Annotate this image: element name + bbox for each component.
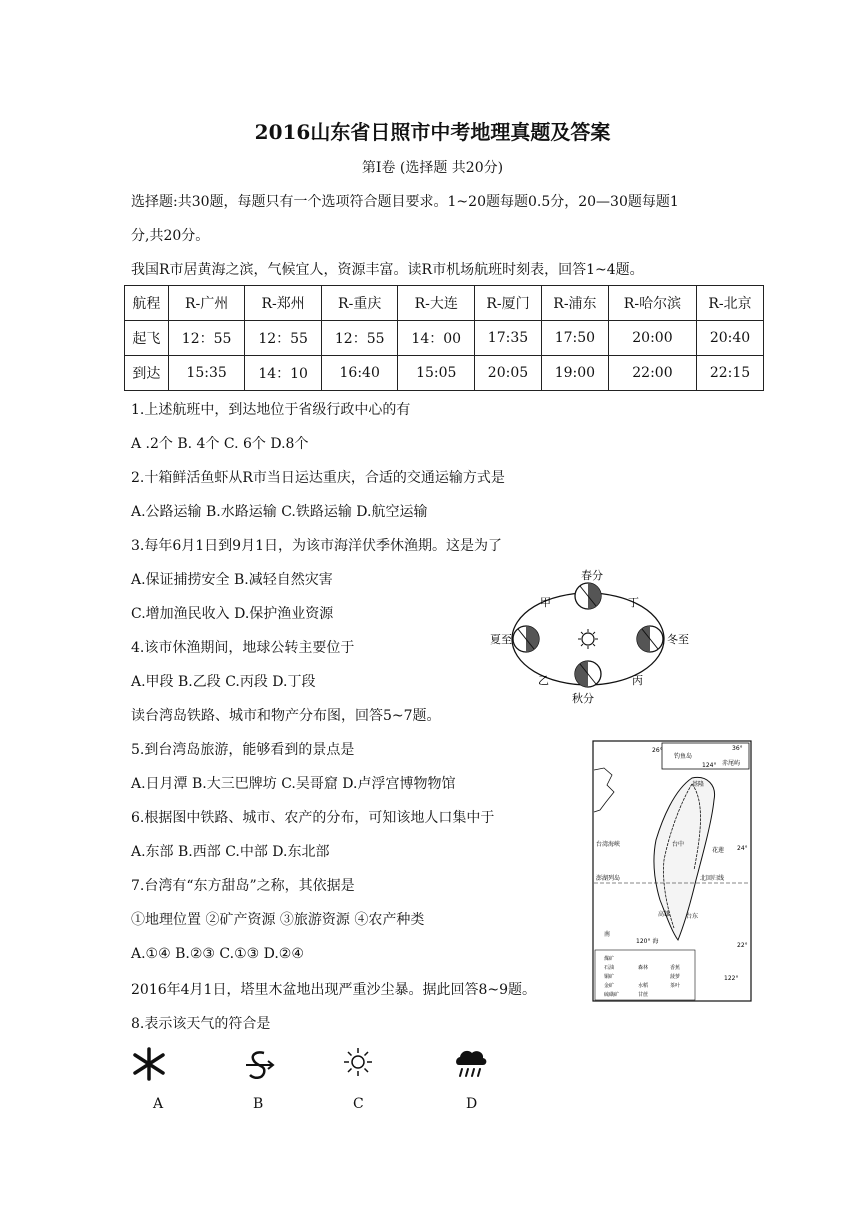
table-cell: 22:00 — [608, 356, 696, 391]
legend-item: 甘蔗 — [638, 992, 649, 998]
legend-item: 铜矿 — [604, 974, 615, 980]
table-cell: 12：55 — [321, 321, 398, 356]
table-cell: 22:15 — [696, 356, 763, 391]
option-label-a: A — [153, 1096, 164, 1112]
legend-item: 硫磺矿 — [604, 992, 620, 998]
label-kaohsiung: 高雄 — [658, 911, 671, 918]
label-jia: 甲 — [540, 596, 551, 609]
option-label-c: C — [353, 1096, 364, 1112]
question-7-statements: ①地理位置 ②矿产资源 ③旅游资源 ④农产种类 — [131, 912, 425, 928]
question-8: 8.表示该天气的符合是 — [131, 1016, 271, 1032]
legend-item: 菠萝 — [670, 974, 681, 980]
question-3-options-ab: A.保证捕捞安全 B.减轻自然灾害 — [131, 572, 333, 588]
table-cell: 12：55 — [245, 321, 322, 356]
label-tropic: 北回归线 — [700, 875, 725, 882]
table-cell: R-大连 — [398, 286, 475, 321]
taiwan-map — [592, 740, 752, 1002]
table-cell: 17:50 — [541, 321, 608, 356]
label-lon-124: 124° — [702, 762, 717, 769]
question-3-options-cd: C.增加渔民收入 D.保护渔业资源 — [131, 606, 334, 622]
label-lat-24: 24° — [737, 845, 748, 852]
label-penghu: 澎湖列岛 — [596, 875, 621, 882]
table-cell: R-广州 — [168, 286, 245, 321]
earth-winter-icon — [637, 626, 663, 652]
label-chiwei: 赤尾屿 — [722, 760, 741, 767]
label-south: 南 — [604, 931, 611, 938]
label-autumn: 秋分 — [572, 692, 594, 705]
label-spring: 春分 — [581, 569, 603, 582]
table-cell: 16:40 — [321, 356, 398, 391]
sunny-weather-icon — [341, 1045, 375, 1079]
table-cell: 到达 — [125, 356, 169, 391]
label-diaoyu: 钓鱼岛 — [674, 753, 693, 760]
label-lon-36: 36° — [732, 745, 743, 752]
label-taitung: 台东 — [686, 913, 699, 920]
table-cell: 20:00 — [608, 321, 696, 356]
question-6-options: A.东部 B.西部 C.中部 D.东北部 — [131, 844, 330, 860]
label-winter: 冬至 — [667, 633, 689, 646]
table-cell: 17:35 — [475, 321, 542, 356]
sandstorm-weather-icon — [242, 1045, 276, 1083]
label-keelung: 基隆 — [692, 781, 705, 788]
table-cell: R-重庆 — [321, 286, 398, 321]
label-lat-22: 22° — [737, 942, 748, 949]
legend-item: 石油 — [604, 965, 615, 971]
question-3: 3.每年6月1日到9月1日，为该市海洋伏季休渔期。这是为了 — [131, 538, 502, 554]
table-cell: 20:05 — [475, 356, 542, 391]
table-cell: R-郑州 — [245, 286, 322, 321]
label-hualien: 花莲 — [712, 847, 725, 854]
instruction-line-2: 分,共20分。 — [131, 228, 210, 244]
earth-autumn-icon — [575, 661, 601, 687]
label-lon-26: 26° — [652, 747, 663, 754]
question-7: 7.台湾有“东方甜岛”之称，其依据是 — [131, 878, 355, 894]
question-6: 6.根据图中铁路、城市、农产的分布，可知该地人口集中于 — [131, 810, 495, 826]
legend-item: 香蕉 — [670, 965, 681, 971]
legend-item: 金矿 — [604, 983, 615, 989]
passage-intro: 我国R市居黄海之滨，气候宜人，资源丰富。读R市机场航班时刻表，回答1~4题。 — [131, 262, 644, 278]
question-5-options: A.日月潭 B.大三巴牌坊 C.吴哥窟 D.卢浮宫博物物馆 — [131, 776, 456, 792]
label-summer: 夏至 — [490, 633, 512, 646]
table-row — [125, 321, 764, 356]
question-4: 4.该市休渔期间，地球公转主要位于 — [131, 640, 355, 656]
legend-item: 茶叶 — [670, 983, 681, 989]
taiwan-passage-intro: 读台湾岛铁路、城市和物产分布图，回答5~7题。 — [131, 708, 441, 724]
page-title: 2016山东省日照市中考地理真题及答案 — [254, 120, 611, 144]
table-cell: 20:40 — [696, 321, 763, 356]
option-label-b: B — [253, 1096, 264, 1112]
table-row — [125, 356, 764, 391]
instruction-line-1: 选择题:共30题，每题只有一个选项符合题目要求。1~20题每题0.5分，20—30题每题1 — [131, 194, 679, 210]
snowflake-weather-icon — [130, 1045, 168, 1083]
question-5: 5.到台湾岛旅游，能够看到的景点是 — [131, 742, 355, 758]
question-2-options: A.公路运输 B.水路运输 C.铁路运输 D.航空运输 — [131, 504, 428, 520]
label-lon-120: 120° 海 — [636, 938, 659, 945]
earth-summer-icon — [513, 626, 539, 652]
question-4-options: A.甲段 B.乙段 C.丙段 D.丁段 — [131, 674, 316, 690]
option-label-d: D — [466, 1096, 478, 1112]
question-1: 1.上述航班中，到达地位于省级行政中心的有 — [131, 402, 411, 418]
flight-schedule-table — [124, 285, 764, 391]
legend-item: 煤矿 — [604, 956, 615, 962]
label-bing: 丙 — [632, 674, 643, 687]
table-header-row — [125, 286, 764, 321]
label-lon-122: 122° — [724, 975, 739, 982]
question-1-options: A .2个 B. 4个 C. 6个 D.8个 — [131, 436, 309, 452]
question-7-options: A.①④ B.②③ C.①③ D.②④ — [131, 946, 304, 962]
label-yi: 乙 — [538, 674, 549, 687]
table-cell: 航程 — [125, 286, 169, 321]
table-cell: 15:35 — [168, 356, 245, 391]
table-cell: 19:00 — [541, 356, 608, 391]
sun-icon — [578, 629, 598, 649]
label-ding: 丁 — [628, 596, 639, 609]
label-taichung: 台中 — [672, 841, 685, 848]
earth-orbit-diagram — [486, 566, 706, 706]
table-cell: R-厦门 — [475, 286, 542, 321]
table-cell: 起飞 — [125, 321, 169, 356]
table-cell: 12：55 — [168, 321, 245, 356]
table-cell: 14：10 — [245, 356, 322, 391]
legend-item: 水稻 — [638, 983, 649, 989]
dust-passage-intro: 2016年4月1日，塔里木盆地出现严重沙尘暴。据此回答8~9题。 — [131, 982, 536, 998]
earth-spring-icon — [575, 583, 601, 609]
rain-weather-icon — [453, 1045, 489, 1081]
table-cell: R-浦东 — [541, 286, 608, 321]
section-subtitle: 第Ⅰ卷 (选择题 共20分) — [361, 160, 504, 176]
table-cell: R-哈尔滨 — [608, 286, 696, 321]
table-cell: 15:05 — [398, 356, 475, 391]
legend-item: 森林 — [638, 965, 649, 971]
label-strait: 台湾海峡 — [596, 841, 621, 848]
question-2: 2.十箱鲜活鱼虾从R市当日运达重庆，合适的交通运输方式是 — [131, 470, 505, 486]
table-cell: 14：00 — [398, 321, 475, 356]
table-cell: R-北京 — [696, 286, 763, 321]
